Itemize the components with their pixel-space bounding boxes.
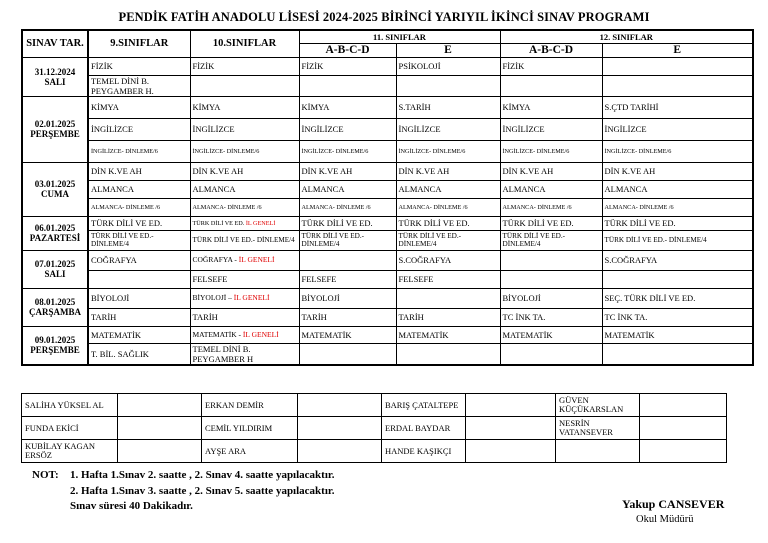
exam-subject-cell: TARİH	[299, 308, 396, 326]
proctor-signature-cell	[640, 417, 727, 440]
exam-date: 31.12.2024	[34, 66, 76, 77]
schedule-row	[22, 326, 753, 343]
proctor-signature-cell	[640, 440, 727, 463]
exam-subject-cell: KİMYA	[299, 96, 396, 118]
exam-subject-cell: S.COĞRAFYA	[602, 250, 753, 270]
subject-text: BİYOLOJİ –	[192, 293, 234, 302]
schedule-row	[22, 230, 753, 250]
proctor-signature-cell	[640, 394, 727, 417]
exam-subject-cell: DİN K.VE AH	[299, 162, 396, 180]
exam-subject-cell	[396, 75, 500, 96]
exam-date: 06.01.2025	[34, 223, 76, 233]
exam-subject-cell: S.ÇTD TARİHİ	[602, 96, 753, 118]
notes-label: NOT:	[32, 469, 59, 481]
grade12-header: 12. SINIFLAR	[500, 30, 753, 43]
exam-date-cell	[22, 162, 88, 216]
grade11-header: 11. SINIFLAR	[299, 30, 500, 43]
exam-subject-cell	[299, 250, 396, 270]
proctor-name: KUBİLAY KAGAN ERSÖZ	[22, 440, 118, 463]
schedule-row	[22, 57, 753, 75]
exam-subject-cell: TC İNK TA.	[602, 308, 753, 326]
exam-weekday: PERŞEMBE	[30, 129, 80, 139]
province-wide-tag: İL GENELİ	[242, 329, 279, 339]
exam-subject-cell	[299, 343, 396, 365]
proctor-row	[22, 440, 727, 463]
exam-subject-cell: TÜRK DİLİ VE ED.	[602, 216, 753, 230]
exam-weekday: ÇARŞAMBA	[28, 307, 81, 317]
proctor-table	[21, 393, 727, 463]
exam-subject-cell: MATEMATİK	[88, 326, 190, 343]
exam-subject-cell: ALMANCA	[190, 180, 299, 198]
schedule-row	[22, 118, 753, 140]
exam-subject-cell: DİN K.VE AH	[190, 162, 299, 180]
proctor-row	[22, 394, 727, 417]
exam-subject-cell: TÜRK DİLİ VE ED.	[396, 216, 500, 230]
exam-date: 03.01.2025	[34, 179, 76, 189]
proctor-row	[22, 417, 727, 440]
exam-subject-cell: TEMEL DİNİ B. PEYGAMBER H.	[88, 75, 190, 96]
exam-subject-cell: İNGİLİZCE- DİNLEME/6	[602, 140, 753, 162]
exam-subject-cell	[602, 343, 753, 365]
exam-subject-cell	[500, 343, 602, 365]
exam-subject-cell: TÜRK DİLİ VE ED.- DİNLEME/4	[299, 230, 396, 250]
province-wide-tag: İL GENELİ	[245, 219, 276, 227]
exam-subject-cell: BİYOLOJİ	[299, 288, 396, 308]
notes-line-3: Sınav süresi 40 Dakikadır.	[70, 500, 193, 512]
exam-subject-cell: COĞRAFYA	[88, 250, 190, 270]
schedule-row	[22, 216, 753, 230]
grade10-header: 10.SINIFLAR	[190, 30, 299, 57]
exam-subject-cell: BİYOLOJİ	[88, 288, 190, 308]
signature-title: Okul Müdürü	[636, 514, 694, 525]
exam-weekday: SALI	[44, 76, 66, 87]
exam-subject-cell: TÜRK DİLİ VE ED.	[88, 216, 190, 230]
province-wide-tag: İL GENELİ	[238, 255, 275, 264]
exam-subject-cell: ALMANCA- DİNLEME /6	[602, 198, 753, 216]
exam-subject-cell	[190, 326, 299, 343]
exam-subject-cell: T. BİL. SAĞLIK	[88, 343, 190, 365]
proctor-name: HANDE KAŞIKÇI	[382, 440, 466, 463]
grade9-header: 9.SINIFLAR	[88, 30, 190, 57]
grade11-abcd-header: A-B-C-D	[299, 43, 396, 57]
exam-subject-cell: İNGİLİZCE	[190, 118, 299, 140]
schedule-row	[22, 250, 753, 270]
schedule-row	[22, 180, 753, 198]
exam-subject-cell: ALMANCA- DİNLEME /6	[299, 198, 396, 216]
proctor-signature-cell	[298, 417, 382, 440]
exam-subject-cell: DİN K.VE AH	[602, 162, 753, 180]
exam-date: 02.01.2025	[34, 119, 76, 129]
grade12-abcd-header: A-B-C-D	[500, 43, 602, 57]
schedule-row	[22, 198, 753, 216]
exam-subject-cell: TARİH	[190, 308, 299, 326]
grade12-e-header: E	[602, 43, 753, 57]
signature-name: Yakup CANSEVER	[622, 497, 725, 511]
exam-subject-cell: SEÇ. TÜRK DİLİ VE ED.	[602, 288, 753, 308]
exam-subject-cell	[396, 288, 500, 308]
exam-subject-cell: BİYOLOJİ	[500, 288, 602, 308]
exam-weekday: PERŞEMBE	[30, 345, 80, 355]
proctor-name: ERKAN DEMİR	[202, 394, 298, 417]
exam-subject-cell: İNGİLİZCE- DİNLEME/6	[88, 140, 190, 162]
exam-subject-cell	[500, 270, 602, 288]
subject-text: COĞRAFYA -	[192, 255, 239, 264]
exam-weekday: PAZARTESİ	[29, 233, 81, 243]
exam-date: 08.01.2025	[34, 297, 76, 307]
exam-subject-cell: DİN K.VE AH	[500, 162, 602, 180]
exam-date: 07.01.2025	[34, 259, 76, 269]
province-wide-tag: İL GENELİ	[233, 293, 270, 302]
exam-subject-cell: FİZİK	[88, 57, 190, 75]
proctor-signature-cell	[466, 440, 556, 463]
exam-subject-cell: İNGİLİZCE- DİNLEME/6	[500, 140, 602, 162]
exam-subject-cell: ALMANCA	[88, 180, 190, 198]
exam-subject-cell: PSİKOLOJİ	[396, 57, 500, 75]
exam-date: 09.01.2025	[34, 335, 76, 345]
exam-subject-cell: ALMANCA- DİNLEME /6	[190, 198, 299, 216]
exam-subject-cell	[299, 75, 396, 96]
proctor-name: NESRİN VATANSEVER	[556, 417, 640, 440]
exam-subject-cell: FİZİK	[500, 57, 602, 75]
exam-date-cell	[22, 288, 88, 326]
exam-subject-cell: FELSEFE	[190, 270, 299, 288]
schedule-row	[22, 343, 753, 365]
exam-subject-cell: İNGİLİZCE	[602, 118, 753, 140]
proctor-name: GÜVEN KÜÇÜKARSLAN	[556, 394, 640, 417]
proctor-name	[556, 440, 640, 463]
proctor-name: SALİHA YÜKSEL AL	[22, 394, 118, 417]
exam-subject-cell	[500, 75, 602, 96]
proctor-name: ERDAL BAYDAR	[382, 417, 466, 440]
exam-subject-cell: KİMYA	[88, 96, 190, 118]
exam-subject-cell: S.TARİH	[396, 96, 500, 118]
exam-date-cell	[22, 216, 88, 250]
proctor-signature-cell	[466, 417, 556, 440]
proctor-name: FUNDA EKİCİ	[22, 417, 118, 440]
exam-subject-cell: TÜRK DİLİ VE ED.- DİNLEME/4	[190, 230, 299, 250]
exam-subject-cell: ALMANCA	[396, 180, 500, 198]
schedule-row	[22, 308, 753, 326]
proctor-signature-cell	[466, 394, 556, 417]
exam-subject-cell: TÜRK DİLİ VE ED.- DİNLEME/4	[602, 230, 753, 250]
exam-subject-cell	[602, 270, 753, 288]
exam-subject-cell: İNGİLİZCE- DİNLEME/6	[396, 140, 500, 162]
exam-subject-cell: KİMYA	[500, 96, 602, 118]
proctor-signature-cell	[298, 394, 382, 417]
schedule-row	[22, 162, 753, 180]
date-column-header: SINAV TAR.	[22, 30, 88, 57]
exam-subject-cell: FİZİK	[190, 57, 299, 75]
exam-subject-cell: S.COĞRAFYA	[396, 250, 500, 270]
exam-subject-cell: MATEMATİK	[602, 326, 753, 343]
exam-subject-cell	[602, 57, 753, 75]
exam-subject-cell: TARİH	[88, 308, 190, 326]
exam-subject-cell: DİN K.VE AH	[396, 162, 500, 180]
exam-subject-cell: İNGİLİZCE	[500, 118, 602, 140]
page-title: PENDİK FATİH ANADOLU LİSESİ 2024-2025 BİRİNCİ YARIYIL İKİNCİ SINAV PROGRAMI	[118, 10, 650, 24]
exam-subject-cell: İNGİLİZCE	[396, 118, 500, 140]
exam-subject-cell	[190, 288, 299, 308]
subject-text: MATEMATİK -	[192, 329, 243, 339]
notes-line-2: 2. Hafta 1.Sınav 3. saatte , 2. Sınav 5. saatte yapılacaktır.	[70, 485, 335, 497]
exam-subject-cell: TÜRK DİLİ VE ED.- DİNLEME/4	[396, 230, 500, 250]
exam-subject-cell: ALMANCA- DİNLEME /6	[88, 198, 190, 216]
exam-subject-cell	[190, 216, 299, 230]
exam-subject-cell: ALMANCA- DİNLEME /6	[396, 198, 500, 216]
proctor-signature-cell	[118, 440, 202, 463]
grade11-e-header: E	[396, 43, 500, 57]
proctor-signature-cell	[298, 440, 382, 463]
schedule-row	[22, 75, 753, 96]
exam-subject-cell: TÜRK DİLİ VE ED.	[299, 216, 396, 230]
exam-subject-cell: ALMANCA	[299, 180, 396, 198]
exam-subject-cell	[602, 75, 753, 96]
exam-schedule-table	[21, 29, 754, 366]
exam-subject-cell: TARİH	[396, 308, 500, 326]
exam-subject-cell: ALMANCA	[602, 180, 753, 198]
exam-subject-cell: TEMEL DİNİ B. PEYGAMBER H	[190, 343, 299, 365]
exam-subject-cell	[190, 75, 299, 96]
exam-date-cell	[22, 250, 88, 288]
exam-subject-cell: ALMANCA- DİNLEME /6	[500, 198, 602, 216]
exam-subject-cell: İNGİLİZCE- DİNLEME/6	[190, 140, 299, 162]
exam-date-cell	[22, 326, 88, 365]
exam-subject-cell: TÜRK DİLİ VE ED.- DİNLEME/4	[500, 230, 602, 250]
proctor-signature-cell	[118, 417, 202, 440]
exam-weekday: SALI	[44, 269, 66, 279]
exam-weekday: CUMA	[41, 189, 69, 199]
exam-subject-cell	[88, 270, 190, 288]
exam-subject-cell	[190, 250, 299, 270]
exam-subject-cell: DİN K.VE AH	[88, 162, 190, 180]
proctor-signature-cell	[118, 394, 202, 417]
proctor-name: BARIŞ ÇATALTEPE	[382, 394, 466, 417]
exam-subject-cell: ALMANCA	[500, 180, 602, 198]
exam-subject-cell: MATEMATİK	[500, 326, 602, 343]
exam-subject-cell: TÜRK DİLİ VE ED.- DİNLEME/4	[88, 230, 190, 250]
schedule-row	[22, 140, 753, 162]
exam-subject-cell: İNGİLİZCE- DİNLEME/6	[299, 140, 396, 162]
schedule-row	[22, 270, 753, 288]
exam-subject-cell: FELSEFE	[396, 270, 500, 288]
notes-line-1: NOT: 1. Hafta 1.Sınav 2. saatte , 2. Sınav 4. saatte yapılacaktır.	[32, 469, 335, 481]
schedule-row	[22, 288, 753, 308]
proctor-name: CEMİL YILDIRIM	[202, 417, 298, 440]
schedule-row	[22, 96, 753, 118]
exam-subject-cell: MATEMATİK	[299, 326, 396, 343]
exam-subject-cell: KİMYA	[190, 96, 299, 118]
exam-subject-cell: MATEMATİK	[396, 326, 500, 343]
exam-subject-cell: TÜRK DİLİ VE ED.	[500, 216, 602, 230]
proctor-name: AYŞE ARA	[202, 440, 298, 463]
subject-text: TÜRK DİLİ VE ED.	[192, 219, 246, 227]
exam-subject-cell: İNGİLİZCE	[299, 118, 396, 140]
exam-subject-cell: FİZİK	[299, 57, 396, 75]
exam-subject-cell: FELSEFE	[299, 270, 396, 288]
exam-subject-cell: İNGİLİZCE	[88, 118, 190, 140]
exam-subject-cell	[396, 343, 500, 365]
exam-date-cell	[22, 57, 88, 96]
exam-date-cell	[22, 96, 88, 162]
exam-subject-cell: TC İNK TA.	[500, 308, 602, 326]
exam-subject-cell	[500, 250, 602, 270]
